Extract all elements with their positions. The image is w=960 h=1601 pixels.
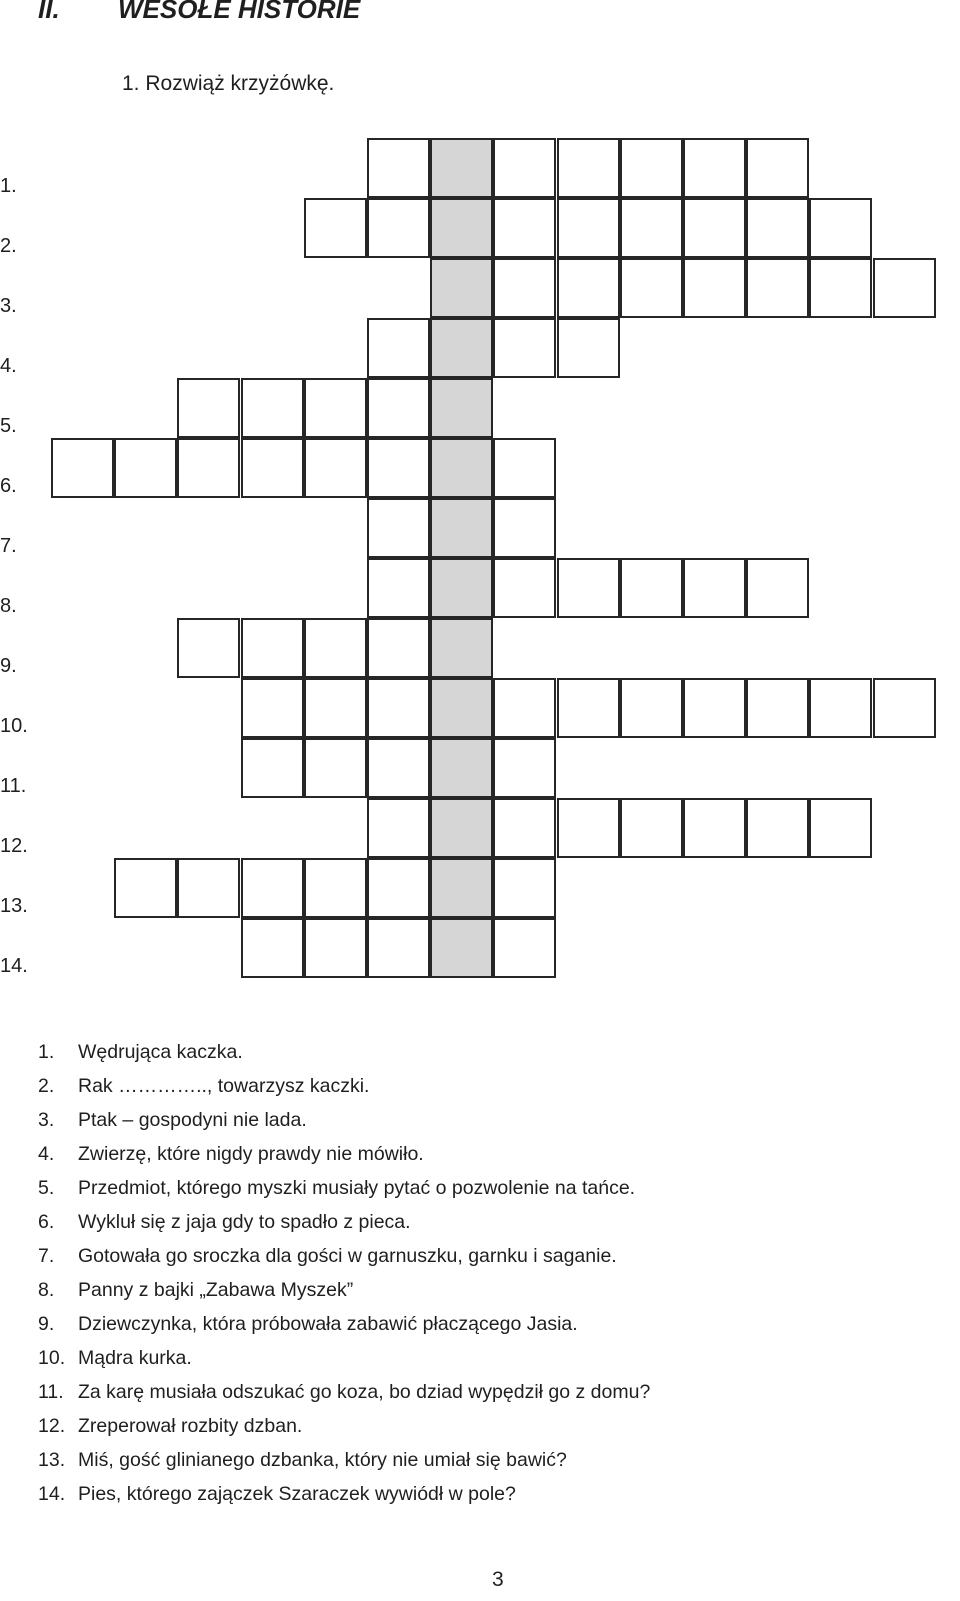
clue-number: 2. bbox=[38, 1075, 55, 1097]
crossword-cell[interactable] bbox=[304, 378, 367, 438]
crossword-cell[interactable] bbox=[620, 798, 683, 858]
crossword-cell[interactable] bbox=[51, 438, 114, 498]
crossword-cell[interactable] bbox=[493, 858, 556, 918]
crossword-cell[interactable] bbox=[304, 918, 367, 978]
crossword-cell[interactable] bbox=[809, 798, 872, 858]
clue-number: 4. bbox=[38, 1143, 55, 1165]
crossword-cell[interactable] bbox=[557, 678, 620, 738]
clue-item bbox=[38, 1273, 650, 1307]
crossword-key-cell[interactable] bbox=[430, 378, 493, 438]
crossword-cell[interactable] bbox=[493, 498, 556, 558]
crossword-cell[interactable] bbox=[746, 198, 809, 258]
crossword-cell[interactable] bbox=[304, 738, 367, 798]
crossword-cell[interactable] bbox=[367, 378, 430, 438]
crossword-cell[interactable] bbox=[367, 738, 430, 798]
crossword-key-cell[interactable] bbox=[430, 678, 493, 738]
task-instruction: 1. Rozwiąż krzyżówkę. bbox=[122, 72, 335, 95]
crossword-cell[interactable] bbox=[683, 798, 746, 858]
row-number: 7. bbox=[0, 535, 17, 557]
row-number: 2. bbox=[0, 235, 17, 257]
crossword-cell[interactable] bbox=[683, 198, 746, 258]
clue-number: 10. bbox=[38, 1347, 66, 1369]
crossword-cell[interactable] bbox=[620, 138, 683, 198]
crossword-cell[interactable] bbox=[620, 678, 683, 738]
clue-item bbox=[38, 1443, 650, 1477]
row-number: 13. bbox=[0, 895, 28, 917]
crossword-cell[interactable] bbox=[746, 138, 809, 198]
crossword-cell[interactable] bbox=[683, 678, 746, 738]
crossword-key-cell[interactable] bbox=[430, 558, 493, 618]
clue-text: Rak ………….., towarzysz kaczki. bbox=[78, 1075, 370, 1097]
crossword-key-cell[interactable] bbox=[430, 318, 493, 378]
crossword-cell[interactable] bbox=[367, 918, 430, 978]
crossword-cell[interactable] bbox=[177, 618, 240, 678]
clue-number: 5. bbox=[38, 1177, 55, 1199]
clue-number: 3. bbox=[38, 1109, 55, 1131]
row-number: 6. bbox=[0, 475, 17, 497]
crossword-cell[interactable] bbox=[367, 138, 430, 198]
clue-item bbox=[38, 1205, 650, 1239]
crossword-cell[interactable] bbox=[304, 438, 367, 498]
crossword-cell[interactable] bbox=[367, 498, 430, 558]
crossword-key-cell[interactable] bbox=[430, 258, 493, 318]
clue-item bbox=[38, 1137, 650, 1171]
crossword-cell[interactable] bbox=[493, 558, 556, 618]
clue-number: 14. bbox=[38, 1483, 66, 1505]
crossword-cell[interactable] bbox=[557, 798, 620, 858]
crossword-cell[interactable] bbox=[241, 858, 304, 918]
crossword-cell[interactable] bbox=[304, 858, 367, 918]
clue-item bbox=[38, 1341, 650, 1375]
crossword-cell[interactable] bbox=[367, 858, 430, 918]
crossword-cell[interactable] bbox=[557, 258, 620, 318]
crossword-cell[interactable] bbox=[683, 558, 746, 618]
row-number: 3. bbox=[0, 295, 17, 317]
crossword-cell[interactable] bbox=[304, 198, 367, 258]
crossword-cell[interactable] bbox=[304, 678, 367, 738]
crossword-cell[interactable] bbox=[367, 198, 430, 258]
crossword-key-cell[interactable] bbox=[430, 738, 493, 798]
crossword-cell[interactable] bbox=[241, 618, 304, 678]
crossword-cell[interactable] bbox=[114, 438, 177, 498]
crossword-cell[interactable] bbox=[241, 378, 304, 438]
clue-number: 1. bbox=[38, 1041, 55, 1063]
clue-item bbox=[38, 1477, 650, 1511]
crossword-cell[interactable] bbox=[241, 678, 304, 738]
crossword-key-cell[interactable] bbox=[430, 498, 493, 558]
crossword-cell[interactable] bbox=[493, 438, 556, 498]
crossword-cell[interactable] bbox=[493, 918, 556, 978]
crossword-cell[interactable] bbox=[746, 258, 809, 318]
clue-text: Panny z bajki „Zabawa Myszek” bbox=[78, 1279, 354, 1301]
crossword-cell[interactable] bbox=[557, 138, 620, 198]
row-number: 11. bbox=[0, 775, 27, 797]
row-number: 8. bbox=[0, 595, 17, 617]
clue-number: 12. bbox=[38, 1415, 66, 1437]
crossword-cell[interactable] bbox=[873, 258, 936, 318]
clue-text: Mądra kurka. bbox=[78, 1347, 192, 1369]
crossword-cell[interactable] bbox=[809, 258, 872, 318]
crossword-cell[interactable] bbox=[746, 558, 809, 618]
crossword-key-cell[interactable] bbox=[430, 798, 493, 858]
crossword-cell[interactable] bbox=[557, 198, 620, 258]
clue-item bbox=[38, 1409, 650, 1443]
clue-number: 6. bbox=[38, 1211, 55, 1233]
crossword-cell[interactable] bbox=[620, 198, 683, 258]
crossword-cell[interactable] bbox=[683, 258, 746, 318]
crossword-key-cell[interactable] bbox=[430, 198, 493, 258]
crossword-cell[interactable] bbox=[493, 798, 556, 858]
clue-number: 9. bbox=[38, 1313, 55, 1335]
clue-text: Ptak – gospodyni nie lada. bbox=[78, 1109, 307, 1131]
crossword-cell[interactable] bbox=[493, 138, 556, 198]
crossword-cell[interactable] bbox=[683, 138, 746, 198]
clue-item bbox=[38, 1239, 650, 1273]
page-number: 3 bbox=[492, 1568, 504, 1591]
section-number: II. bbox=[38, 0, 60, 24]
crossword-cell[interactable] bbox=[493, 198, 556, 258]
clue-text: Przedmiot, którego myszki musiały pytać o pozwolenie na tańce. bbox=[78, 1177, 636, 1199]
crossword-cell[interactable] bbox=[620, 258, 683, 318]
crossword-cell[interactable] bbox=[746, 678, 809, 738]
row-number: 14. bbox=[0, 955, 28, 977]
clue-list bbox=[38, 1035, 650, 1511]
crossword-cell[interactable] bbox=[241, 918, 304, 978]
crossword-cell[interactable] bbox=[367, 558, 430, 618]
row-number: 10. bbox=[0, 715, 28, 737]
crossword-cell[interactable] bbox=[493, 678, 556, 738]
crossword-cell[interactable] bbox=[367, 678, 430, 738]
clue-text: Za karę musiała odszukać go koza, bo dziad wypędził go z domu? bbox=[78, 1381, 651, 1403]
row-number: 4. bbox=[0, 355, 17, 377]
clue-item bbox=[38, 1171, 650, 1205]
clue-text: Gotowała go sroczka dla gości w garnuszku, garnku i saganie. bbox=[78, 1245, 617, 1267]
crossword-cell[interactable] bbox=[493, 318, 556, 378]
clue-item bbox=[38, 1307, 650, 1341]
clue-number: 11. bbox=[38, 1381, 64, 1403]
crossword-key-cell[interactable] bbox=[430, 858, 493, 918]
clue-text: Zwierzę, które nigdy prawdy nie mówiło. bbox=[78, 1143, 424, 1165]
clue-text: Wędrująca kaczka. bbox=[78, 1041, 243, 1063]
crossword-cell[interactable] bbox=[367, 318, 430, 378]
crossword-cell[interactable] bbox=[177, 378, 240, 438]
crossword-cell[interactable] bbox=[746, 798, 809, 858]
crossword-cell[interactable] bbox=[304, 618, 367, 678]
crossword-cell[interactable] bbox=[367, 798, 430, 858]
clue-text: Pies, którego zajączek Szaraczek wywiódł w pole? bbox=[78, 1483, 516, 1505]
crossword-cell[interactable] bbox=[241, 438, 304, 498]
crossword-cell[interactable] bbox=[873, 678, 936, 738]
crossword-cell[interactable] bbox=[241, 738, 304, 798]
clue-item bbox=[38, 1103, 650, 1137]
crossword-cell[interactable] bbox=[114, 858, 177, 918]
clue-text: Dziewczynka, która próbowała zabawić płaczącego Jasia. bbox=[78, 1313, 578, 1335]
crossword-cell[interactable] bbox=[177, 438, 240, 498]
crossword-cell[interactable] bbox=[367, 438, 430, 498]
crossword-cell[interactable] bbox=[809, 198, 872, 258]
crossword-cell[interactable] bbox=[493, 738, 556, 798]
crossword-cell[interactable] bbox=[367, 618, 430, 678]
section-title: WESOŁE HISTORIE bbox=[118, 0, 361, 24]
crossword-cell[interactable] bbox=[177, 858, 240, 918]
crossword-key-cell[interactable] bbox=[430, 438, 493, 498]
row-number: 5. bbox=[0, 415, 17, 437]
crossword-cell[interactable] bbox=[557, 558, 620, 618]
clue-text: Wykluł się z jaja gdy to spadło z pieca. bbox=[78, 1211, 411, 1233]
clue-text: Zreperował rozbity dzban. bbox=[78, 1415, 303, 1437]
clue-item bbox=[38, 1069, 650, 1103]
clue-number: 7. bbox=[38, 1245, 55, 1267]
crossword-cell[interactable] bbox=[493, 258, 556, 318]
clue-item bbox=[38, 1375, 650, 1409]
clue-item bbox=[38, 1035, 650, 1069]
crossword-key-cell[interactable] bbox=[430, 618, 493, 678]
row-number: 9. bbox=[0, 655, 17, 677]
crossword-key-cell[interactable] bbox=[430, 138, 493, 198]
crossword-key-cell[interactable] bbox=[430, 918, 493, 978]
crossword-cell[interactable] bbox=[809, 678, 872, 738]
clue-text: Miś, gość glinianego dzbanka, który nie umiał się bawić? bbox=[78, 1449, 567, 1471]
crossword-cell[interactable] bbox=[620, 558, 683, 618]
crossword-cell[interactable] bbox=[557, 318, 620, 378]
row-number: 1. bbox=[0, 175, 17, 197]
row-number: 12. bbox=[0, 835, 28, 857]
clue-number: 8. bbox=[38, 1279, 55, 1301]
clue-number: 13. bbox=[38, 1449, 66, 1471]
